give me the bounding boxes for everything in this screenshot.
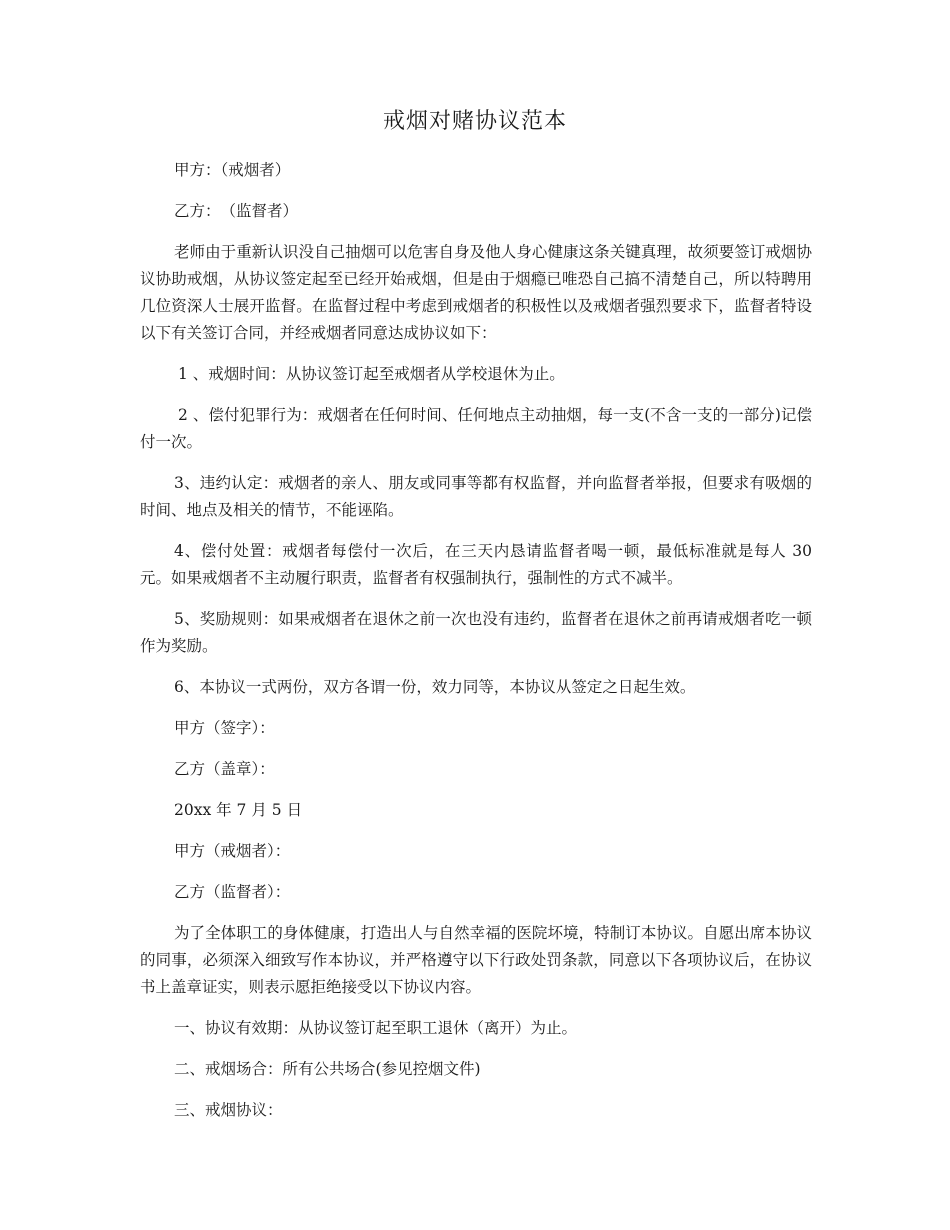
clause-6-effect: 6、本协议一式两份，双方各谓一份，效力同等，本协议从签定之日起生效。 bbox=[174, 678, 696, 696]
clause-1-quit-time: 1 、戒烟时间：从协议签订起至戒烟者从学校退休为止。 bbox=[178, 365, 565, 383]
party-b-supervisor: 乙方（监督者）： bbox=[174, 883, 291, 901]
clause-3-breach-determination: 3、违约认定：戒烟者的亲人、朋友或同事等都有权监督，并向监督者举报，但要求有吸烟的时间、地点及相关的情节，不能诬陷。 bbox=[140, 474, 812, 519]
section-1-validity: 一、协议有效期：从协议签订起至职工退休（离开）为止。 bbox=[174, 1019, 578, 1037]
intro-paragraph: 老师由于重新认识没自己抽烟可以危害自身及他人身心健康这条关键真理，故须要签订戒烟协议协助戒烟，从协议签定起至已经开始戒烟，但是由于烟瘾已唯恐自己搞不清楚自己，所以特聘用几位资深人士展开监督。在监督过程中考虑到戒烟者的积极性以及戒烟者强烈要求下，监督者特设以下有关签订合同，并经戒烟者同意达成协议如下： bbox=[140, 243, 812, 342]
clause-4-penalty: 4、偿付处置：戒烟者每偿付一次后，在三天内恳请监督者喝一顿，最低标准就是每人 30 元。如果戒烟者不主动履行职责，监督者有权强制执行，强制性的方式不减半。 bbox=[140, 542, 812, 587]
clause-5-reward: 5、奖励规则：如果戒烟者在退休之前一次也没有违约，监督者在退休之前再请戒烟者吃一顿作为奖励。 bbox=[140, 610, 812, 655]
clause-2-violation: 2 、偿付犯罪行为：戒烟者在任何时间、任何地点主动抽烟，每一支(不含一支的一部分)记偿付一次。 bbox=[140, 406, 812, 451]
party-a-quitter: 甲方（戒烟者）： bbox=[174, 842, 291, 860]
party-b-label: 乙方： （监督者） bbox=[174, 202, 299, 220]
party-b-seal: 乙方（盖章）： bbox=[174, 760, 275, 778]
second-agreement-intro: 为了全体职工的身体健康，打造出人与自然幸福的医院坏境，特制订本协议。自愿出席本协议的同事，必须深入细致写作本协议，并严格遵守以下行政处罚条款，同意以下各项协议后，在协议书上盖章证实，则表示愿拒绝接受以下协议内容。 bbox=[140, 924, 812, 996]
party-a-label: 甲方：（戒烟者） bbox=[174, 161, 291, 179]
document-body bbox=[140, 157, 812, 1138]
section-3-agreement: 三、戒烟协议： bbox=[174, 1101, 283, 1119]
document-title: 戒烟对赌协议范本 bbox=[382, 109, 567, 134]
party-a-signature: 甲方（签字）： bbox=[174, 719, 275, 737]
agreement-date: 20xx 年 7 月 5 日 bbox=[174, 801, 303, 819]
section-2-places: 二、戒烟场合：所有公共场合(参见控烟文件) bbox=[174, 1060, 481, 1078]
